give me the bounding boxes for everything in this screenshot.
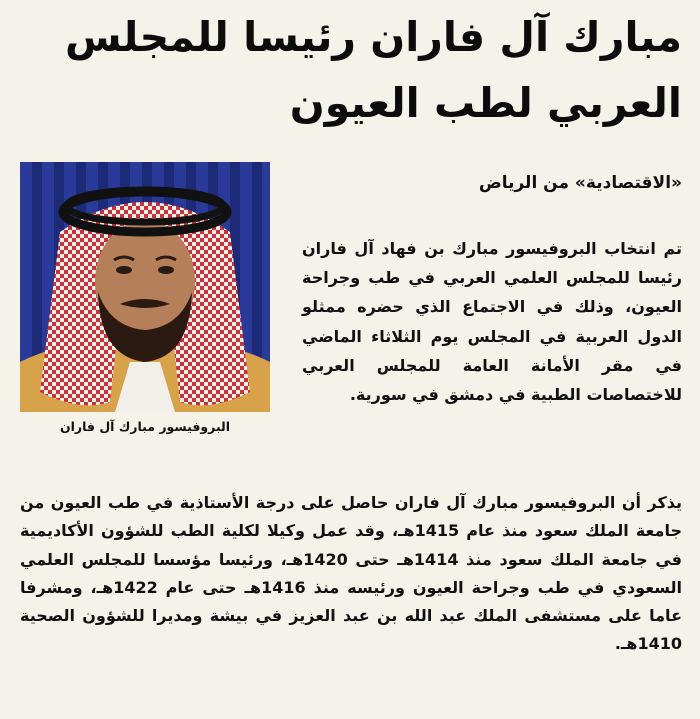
dateline: «الاقتصادية» من الرياض [478,173,682,193]
photo-caption: البروفيسور مبارك آل فاران [59,419,231,434]
headline: مبارك آل فاران رئيسا للمجلس العربي لطب العيون [64,13,682,127]
article-paragraph-1: تم انتخاب البروفيسور مبارك بن فهاد آل فاران رئيسا للمجلس العلمي العربي في طب وجراحة العيون، وذلك في الاجتماع الذي حضره ممثلو الدول العربية في المجلس يوم الثلاثاء الماضي في مقر الأمانة العامة للمجلس العربي للاختصاصات الطبية في دمشق في سورية. [302,239,682,405]
portrait-photo [20,162,270,412]
portrait-illustration [20,162,270,412]
article-paragraph-2: يذكر أن البروفيسور مبارك آل فاران حاصل على درجة الأستاذية في طب العيون من جامعة الملك سعود منذ عام 1415هـ، وقد عمل وكيلا لكلية الطب للشؤون الأكاديمية في جامعة الملك سعود منذ 1414هـ حتى 1420هـ، ورئيسا مؤسسا للمجلس العلمي السعودي في طب وجراحة العيون ورئيسه منذ 1416هـ حتى عام 1422هـ، ومشرفا عاما على مستشفى الملك عبد الله بن عبد العزيز في بيشة ومديرا للشؤون الصحية 1410هـ. [20,493,683,654]
